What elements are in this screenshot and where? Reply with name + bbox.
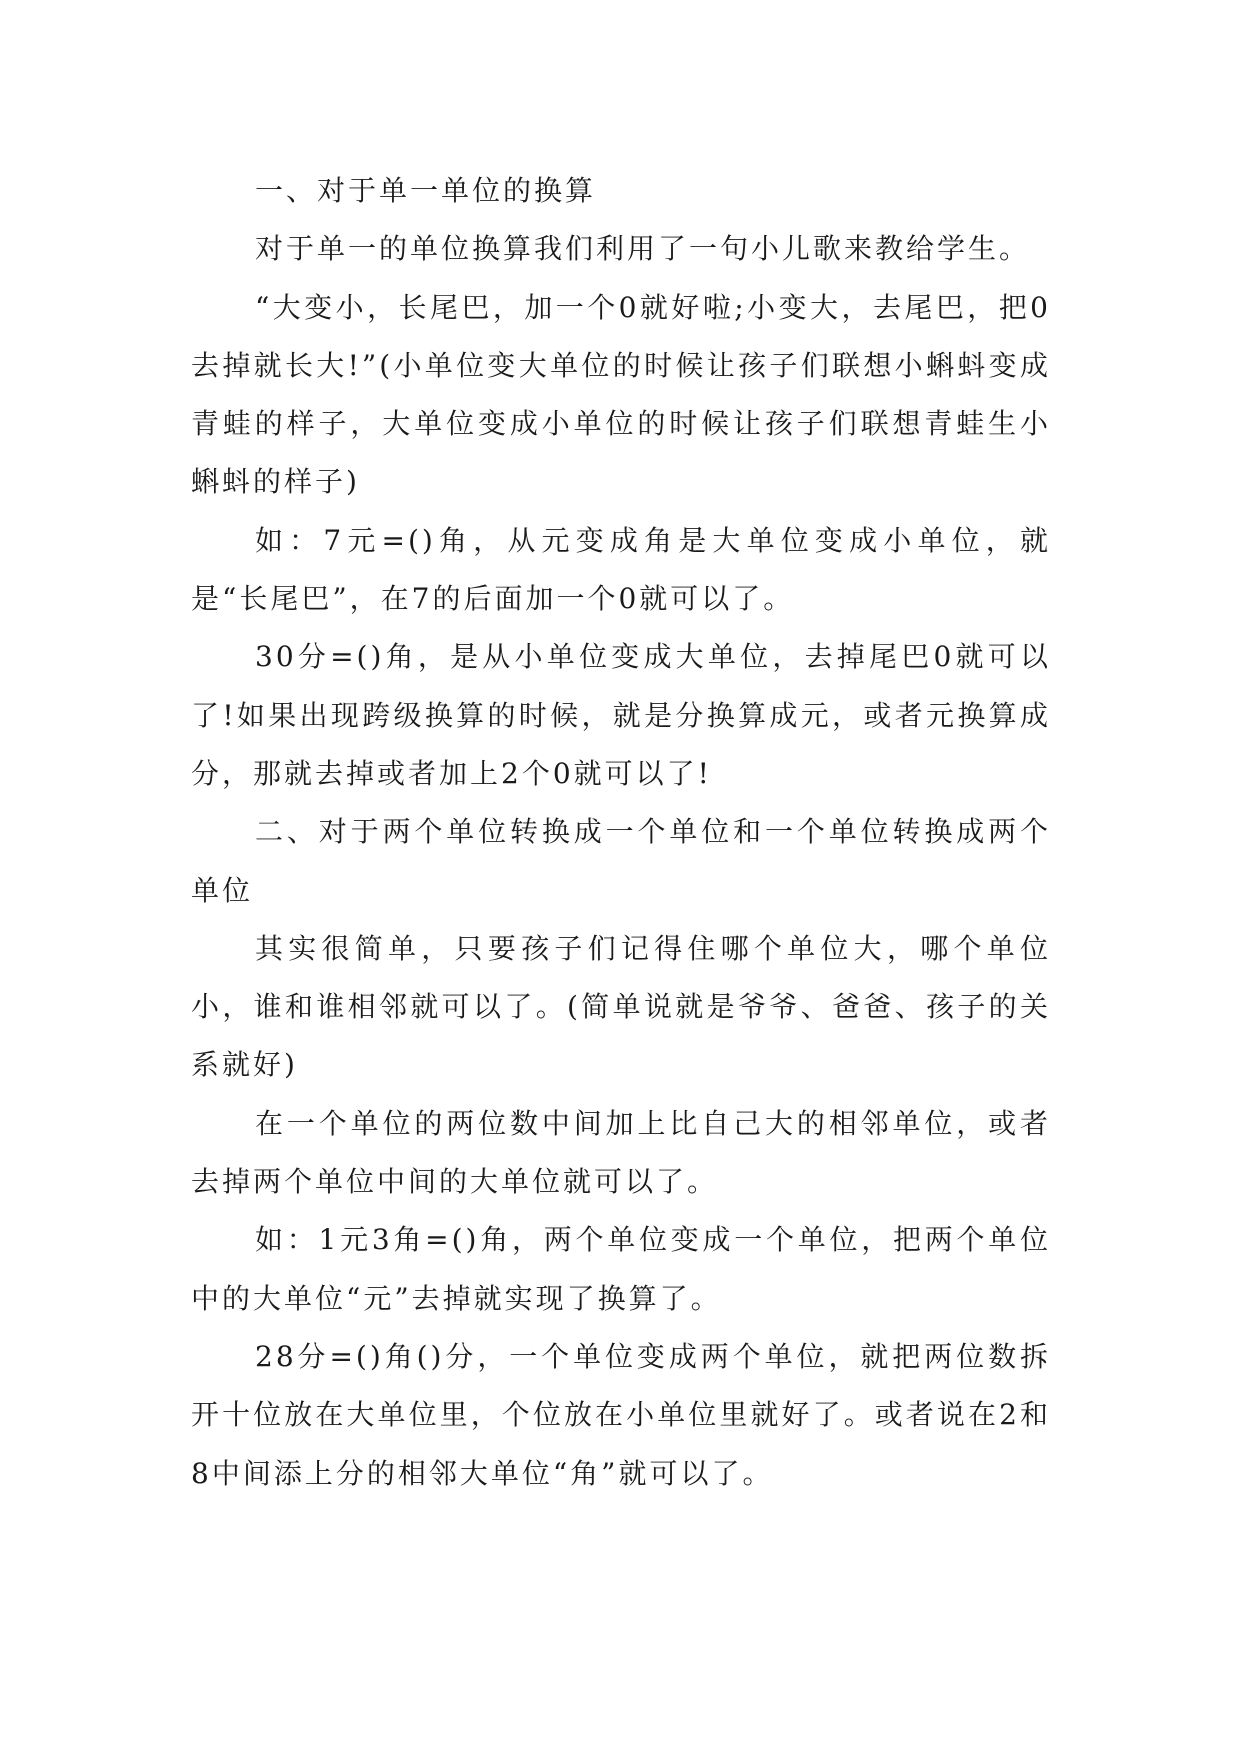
paragraph: 在一个单位的两位数中间加上比自己大的相邻单位，或者去掉两个单位中间的大单位就可以了。 <box>191 1106 1051 1199</box>
section-heading-2: 二、对于两个单位转换成一个单位和一个单位转换成两个单位 <box>191 815 1051 907</box>
paragraph: 如：7元=()角，从元变成角是大单位变成小单位，就是“长尾巴”，在7的后面加一个0就可以了。 <box>191 523 1051 616</box>
section-heading-1: 一、对于单一单位的换算 <box>255 174 597 207</box>
paragraph: “大变小，长尾巴，加一个0就好啦;小变大，去尾巴，把0去掉就长大!”(小单位变大单位的时候让孩子们联想小蝌蚪变成青蛙的样子，大单位变成小单位的时候让孩子们联想青蛙生小蝌蚪的样子) <box>191 290 1051 499</box>
paragraph: 28分=()角()分，一个单位变成两个单位，就把两位数拆开十位放在大单位里，个位放在小单位里就好了。或者说在2和8中间添上分的相邻大单位“角”就可以了。 <box>191 1339 1051 1490</box>
paragraph: 其实很简单，只要孩子们记得住哪个单位大，哪个单位小，谁和谁相邻就可以了。(简单说就是爷爷、爸爸、孩子的关系就好) <box>191 931 1051 1082</box>
paragraph: 30分=()角，是从小单位变成大单位，去掉尾巴0就可以了!如果出现跨级换算的时候，就是分换算成元，或者元换算成分，那就去掉或者加上2个0就可以了! <box>191 640 1051 790</box>
paragraph: 如：1元3角=()角，两个单位变成一个单位，把两个单位中的大单位“元”去掉就实现了换算了。 <box>191 1223 1051 1315</box>
paragraph: 对于单一的单位换算我们利用了一句小儿歌来教给学生。 <box>255 232 1031 266</box>
document-body <box>191 162 1051 1503</box>
